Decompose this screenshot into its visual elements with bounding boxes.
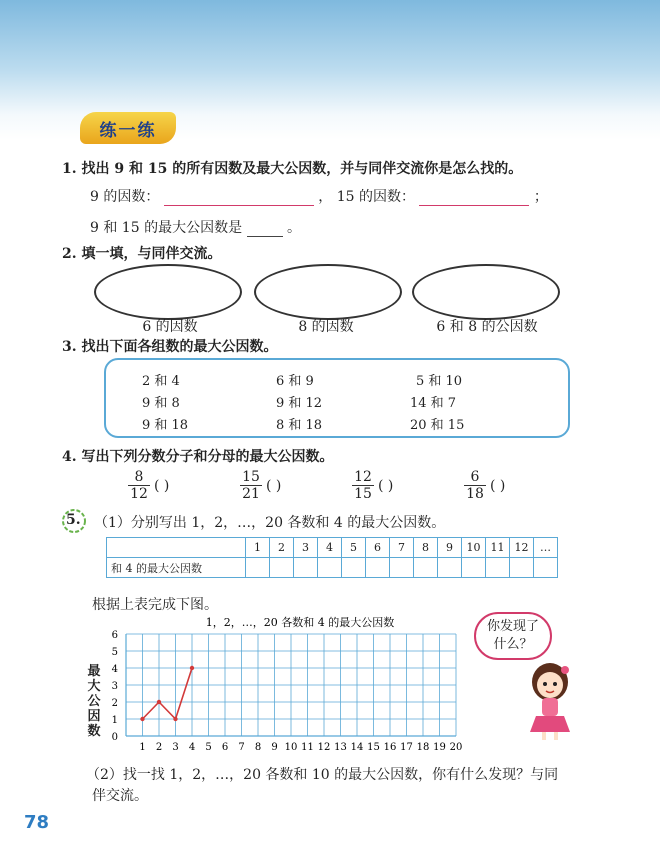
question-2: 2. 填一填，与同伴交流。: [62, 246, 222, 262]
answer-paren[interactable]: ( ): [490, 478, 506, 494]
x-tick-label: 18: [416, 742, 430, 753]
y-tick-label: 0: [111, 732, 118, 743]
x-tick-label: 11: [301, 742, 314, 753]
fraction-numerator: 15: [240, 469, 262, 486]
label-factors-8: 8 的因数: [298, 319, 354, 335]
bubble-line-2: 什么？: [493, 637, 533, 652]
gcd-line-chart: [80, 612, 474, 756]
pair-cell: 9 和 8: [142, 396, 180, 411]
fraction-denominator: 21: [242, 486, 260, 502]
data-point: [140, 717, 144, 721]
series-line: [143, 668, 193, 719]
y-tick-label: 4: [111, 664, 118, 675]
pair-cell: 8 和 18: [276, 418, 323, 433]
x-tick-label: 9: [271, 742, 278, 753]
table-input-cell[interactable]: [510, 558, 534, 578]
separator: ，: [318, 189, 333, 205]
pair-cell: 5 和 10: [416, 374, 463, 389]
fraction: [464, 469, 486, 502]
table-header-cell: 10: [462, 538, 486, 558]
fraction-numerator: 12: [352, 469, 374, 486]
table-header-row: [107, 538, 558, 558]
x-tick-label: 14: [350, 742, 364, 753]
question-3: 3. 找出下面各组数的最大公因数。: [62, 339, 278, 355]
girl-illustration: [520, 660, 580, 742]
y-label-char: 最: [87, 664, 101, 679]
y-label-char: 大: [87, 679, 101, 694]
factors-9-label: 9 的因数：: [90, 189, 160, 205]
pair-cell: 20 和 15: [410, 418, 465, 433]
table-input-cell[interactable]: [486, 558, 510, 578]
chart-ticks: [112, 630, 463, 753]
x-tick-label: 10: [284, 742, 298, 753]
table-input-cell[interactable]: [294, 558, 318, 578]
x-tick-label: 7: [238, 742, 245, 753]
oval-common-factors[interactable]: [412, 264, 560, 320]
table-input-cell[interactable]: [414, 558, 438, 578]
table-corner-cell: [107, 538, 246, 558]
table-header-cell: 3: [294, 538, 318, 558]
chart-y-label: [86, 664, 102, 739]
table-row-label: 和 4 的最大公因数: [107, 558, 246, 578]
fraction-denominator: 18: [466, 486, 484, 502]
table-header-cell: 8: [414, 538, 438, 558]
oval-factors-8[interactable]: [254, 264, 402, 320]
fraction-denominator: 12: [130, 486, 148, 502]
table-input-cell[interactable]: [342, 558, 366, 578]
question-5-part-2-line-1: （2）找一找 1，2，…，20 各数和 10 的最大公因数，你有什么发现？与同: [86, 767, 559, 783]
x-tick-label: 16: [383, 742, 397, 753]
table-row: [107, 558, 558, 578]
table-header-cell: 9: [438, 538, 462, 558]
pair-cell: 2 和 4: [142, 374, 180, 389]
page-number: 78: [24, 812, 50, 833]
x-tick-label: 15: [367, 742, 380, 753]
x-tick-label: 13: [334, 742, 347, 753]
label-factors-6: 6 的因数: [142, 319, 198, 335]
fraction-numerator: 8: [128, 469, 150, 486]
gcd-blank[interactable]: [247, 236, 283, 237]
x-tick-label: 4: [188, 742, 196, 753]
table-header-cell: 12: [510, 538, 534, 558]
speech-bubble: [474, 612, 552, 660]
period: 。: [286, 220, 301, 236]
factors-15-blank[interactable]: [419, 205, 529, 206]
data-point: [173, 717, 177, 721]
table-input-cell[interactable]: [246, 558, 270, 578]
x-tick-label: 20: [449, 742, 463, 753]
bubble-line-1: 你发现了: [486, 619, 539, 634]
x-tick-label: 19: [433, 742, 446, 753]
fraction: [240, 469, 262, 502]
end-mark: ；: [533, 189, 548, 205]
question-5-number: 5.: [66, 512, 81, 528]
answer-paren[interactable]: ( ): [154, 478, 170, 494]
pair-cell: 14 和 7: [410, 396, 457, 411]
table-header-cell: …: [534, 538, 558, 558]
fraction-denominator: 15: [354, 486, 372, 502]
section-title-badge: [80, 112, 176, 144]
answer-paren[interactable]: ( ): [266, 478, 282, 494]
chart-title: 1，2，…，20 各数和 4 的最大公因数: [205, 616, 395, 629]
x-tick-label: 6: [221, 742, 229, 753]
question-5-part-2-line-2: 伴交流。: [92, 788, 148, 804]
y-label-char: 数: [87, 724, 101, 739]
data-point: [157, 700, 161, 704]
question-4: 4. 写出下列分数分子和分母的最大公因数。: [62, 449, 334, 465]
q1-answer-line-2: [90, 217, 301, 237]
question-1: 1. 找出 9 和 15 的所有因数及最大公因数，并与同伴交流你是怎么找的。: [62, 161, 523, 177]
table-header-cell: 7: [390, 538, 414, 558]
pair-cell: 9 和 18: [142, 418, 189, 433]
x-tick-label: 8: [254, 742, 262, 753]
table-input-cell[interactable]: [366, 558, 390, 578]
pair-cell: 9 和 12: [276, 396, 323, 411]
pair-cell: 6 和 9: [276, 374, 314, 389]
table-input-cell[interactable]: [438, 558, 462, 578]
y-tick-label: 1: [111, 715, 118, 726]
x-tick-label: 3: [172, 742, 179, 753]
x-tick-label: 5: [205, 742, 212, 753]
x-tick-label: 2: [155, 742, 163, 753]
y-tick-label: 6: [111, 630, 118, 641]
y-label-char: 因: [87, 709, 101, 724]
x-tick-label: 12: [317, 742, 331, 753]
y-label-char: 公: [87, 694, 101, 709]
section-title: 练一练: [99, 120, 157, 141]
table-header-cell: 11: [486, 538, 510, 558]
table-input-cell[interactable]: [318, 558, 342, 578]
table-input-cell[interactable]: [270, 558, 294, 578]
x-tick-label: 17: [400, 742, 413, 753]
table-header-cell: 6: [366, 538, 390, 558]
table-header-cell: 4: [318, 538, 342, 558]
chart-instruction: 根据上表完成下图。: [92, 597, 218, 613]
label-common-factors: 6 和 8 的公因数: [436, 319, 538, 335]
fraction: [128, 469, 150, 502]
factors-15-label: 15 的因数：: [336, 189, 415, 205]
table-header-cell: 1: [246, 538, 270, 558]
answer-paren[interactable]: ( ): [378, 478, 394, 494]
table-header-cell: 2: [270, 538, 294, 558]
q1-answer-line-1: [90, 186, 548, 206]
oval-factors-6[interactable]: [94, 264, 242, 320]
table-input-cell[interactable]: [534, 558, 558, 578]
fraction-numerator: 6: [464, 469, 486, 486]
chart-series: [140, 666, 194, 721]
table-input-cell[interactable]: [390, 558, 414, 578]
y-tick-label: 3: [111, 681, 118, 692]
question-5-part-1: （1）分别写出 1，2，…，20 各数和 4 的最大公因数。: [94, 515, 446, 531]
table-input-cell[interactable]: [462, 558, 486, 578]
factors-9-blank[interactable]: [164, 205, 314, 206]
y-tick-label: 5: [111, 647, 118, 658]
table-header-cell: 5: [342, 538, 366, 558]
y-tick-label: 2: [111, 698, 118, 709]
gcd-table: [106, 537, 558, 578]
x-tick-label: 1: [139, 742, 146, 753]
gcd-label: 9 和 15 的最大公因数是: [90, 220, 243, 236]
fraction: [352, 469, 374, 502]
data-point: [190, 666, 194, 670]
